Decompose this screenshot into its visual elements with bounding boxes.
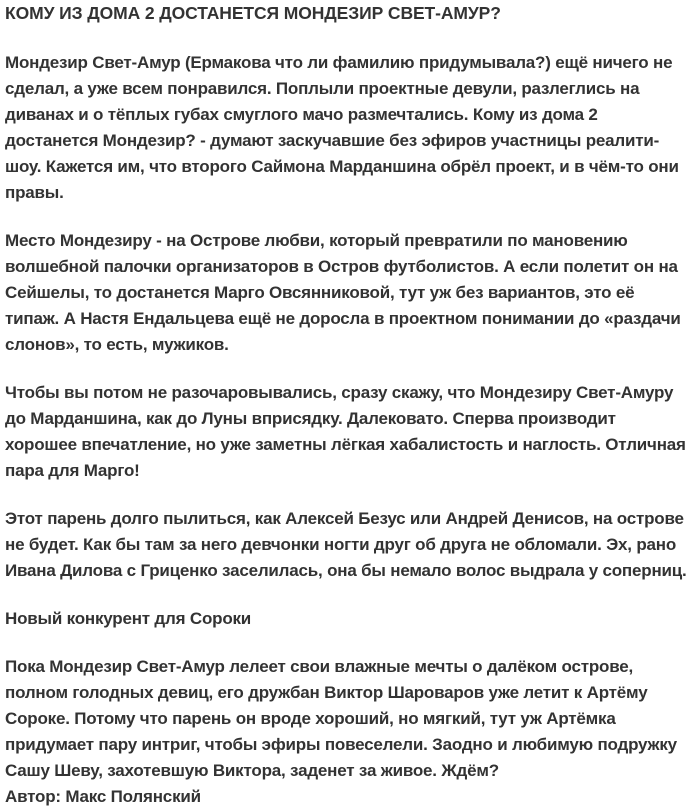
article-paragraph: Пока Мондезир Свет-Амур лелеет свои влажные мечты о далёком острове, полном голодных девиц, его дружбан Виктор Шароваров уже летит к Артёму Сороке. Потому что парень он вроде хороший, но мягкий, тут уж Артёмка придумает пару интриг, чтобы эфиры повеселели. Заодно и любимую подружку Сашу Шеву, захотевшую Виктора, заденет за живое. Ждём? xyxy=(5,657,677,780)
article-paragraph: Место Мондезиру - на Острове любви, который превратили по мановению волшебной палочки организаторов в Остров футболистов. А если полетит он на Сейшелы, то достанется Марго Овсянниковой, тут уж без вариантов, это её типаж. А Настя Ендальцева ещё не доросла в проектном понимании до «раздачи слонов», то есть, мужиков. xyxy=(5,231,681,354)
article-subheading: Новый конкурент для Сороки xyxy=(5,609,252,628)
article-title: КОМУ ИЗ ДОМА 2 ДОСТАНЕТСЯ МОНДЕЗИР СВЕТ-АМУР? xyxy=(5,3,501,23)
article-paragraph: Мондезир Свет-Амур (Ермакова что ли фамилию придумывала?) ещё ничего не сделал, а уже всем понравился. Поплыли проектные девули, разлеглись на диванах и о тёплых губах смуглого мачо размечтались. Кому из дома 2 достанется Мондезир? - думают заскучавшие без эфиров участницы реалити-шоу. Кажется им, что второго Саймона Марданшина обрёл проект, и в чём-то они правы. xyxy=(5,53,679,202)
article-paragraph: Чтобы вы потом не разочаровывались, сразу скажу, что Мондезиру Свет-Амуру до Марданшина, как до Луны вприсядку. Далековато. Сперва производит хорошее впечатление, но уже заметны лёгкая хабалистость и наглость. Отличная пара для Марго! xyxy=(5,383,686,480)
article-author: Автор: Макс Полянский xyxy=(5,787,201,806)
article-paragraph: Этот парень долго пылиться, как Алексей Безус или Андрей Денисов, на острове не будет. Как бы там за него девчонки ногти друг об друга не обломали. Эх, рано Ивана Дилова с Гриценко заселилась, она бы немало волос выдрала у соперниц. xyxy=(5,509,687,580)
